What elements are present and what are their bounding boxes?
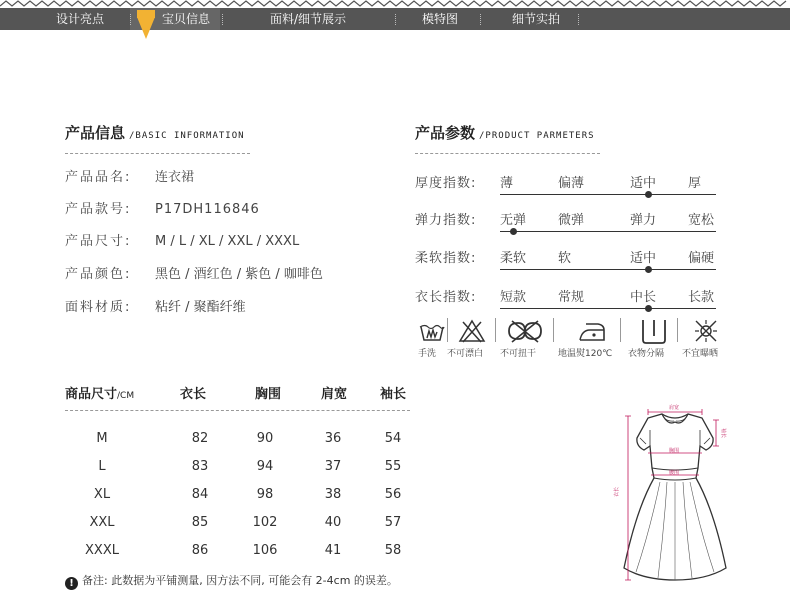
dress-measurement-diagram	[610, 400, 740, 590]
param-option: 中长	[630, 290, 657, 305]
info-row-colors	[65, 263, 323, 282]
divider	[65, 153, 250, 154]
nav-separator	[222, 14, 224, 25]
warning-icon: !	[65, 577, 78, 590]
col-header: 袖长	[380, 387, 407, 402]
param-scale-line	[500, 308, 716, 309]
divider	[553, 318, 554, 342]
table-cell: 94	[256, 459, 274, 474]
divider	[620, 318, 621, 342]
size-table-title	[65, 383, 134, 402]
size-table-unit: /CM	[117, 391, 135, 401]
table-cell: 40	[324, 515, 342, 530]
param-option: 柔软	[500, 251, 527, 266]
hand-wash-icon	[418, 318, 446, 344]
param-option: 短款	[500, 290, 527, 305]
care-label: 衣物分隔	[628, 349, 665, 359]
nav-separator	[480, 14, 482, 25]
info-label: 面料材质:	[65, 300, 132, 315]
table-cell: 56	[384, 487, 402, 502]
info-label: 产品款号:	[65, 202, 132, 217]
table-cell: 83	[191, 459, 209, 474]
table-cell: 86	[191, 543, 209, 558]
param-option: 长款	[688, 290, 715, 305]
basic-info-title: 产品信息	[65, 124, 126, 142]
divider	[447, 318, 448, 342]
param-option: 无弹	[500, 213, 527, 228]
info-value: 黑色 / 酒红色 / 紫色 / 咖啡色	[155, 267, 323, 282]
param-selected-dot	[645, 305, 652, 312]
nav-tab-product-info[interactable]: 宝贝信息	[162, 12, 211, 26]
param-option: 偏薄	[558, 176, 585, 191]
params-heading	[415, 122, 595, 143]
nav-tab-real-shots[interactable]: 细节实拍	[512, 12, 561, 26]
table-cell: 85	[191, 515, 209, 530]
param-option: 微弹	[558, 213, 585, 228]
param-option: 弹力	[630, 213, 657, 228]
param-option: 常规	[558, 290, 585, 305]
table-cell: 90	[256, 431, 274, 446]
nav-separator	[395, 14, 397, 25]
table-cell: 36	[324, 431, 342, 446]
wash-separately-icon	[640, 318, 668, 344]
info-value: M / L / XL / XXL / XXXL	[155, 234, 300, 249]
no-bleach-icon	[458, 318, 486, 344]
nav-tab-fabric-details[interactable]: 面料/细节展示	[270, 12, 347, 26]
info-row-material	[65, 296, 246, 315]
size-cell: XL	[93, 487, 111, 502]
care-label: 不宜曝晒	[682, 349, 719, 359]
nav-tab-model-photos[interactable]: 模特图	[422, 12, 459, 26]
param-scale-line	[500, 194, 716, 195]
param-option: 厚	[688, 176, 702, 191]
info-row-name	[65, 166, 194, 185]
param-option: 适中	[630, 176, 657, 191]
note-text: 备注: 此数据为平铺测量, 因方法不同, 可能会有 2-4cm 的误差。	[82, 574, 398, 587]
care-label: 不可漂白	[447, 349, 484, 359]
info-row-sizes	[65, 230, 299, 249]
param-label: 厚度指数:	[415, 176, 477, 191]
params-subtitle: /PRODUCT PARMETERS	[479, 131, 595, 141]
param-option: 薄	[500, 176, 514, 191]
col-header: 衣长	[180, 387, 207, 402]
divider	[65, 410, 410, 411]
nav-separator	[578, 14, 580, 25]
waist-label: 腰围	[669, 470, 680, 476]
param-selected-dot	[510, 228, 517, 235]
param-option: 宽松	[688, 213, 715, 228]
param-label: 衣长指数:	[415, 290, 477, 305]
size-cell: M	[96, 431, 108, 446]
param-option: 软	[558, 251, 572, 266]
table-cell: 84	[191, 487, 209, 502]
divider	[677, 318, 678, 342]
care-label: 手洗	[418, 349, 437, 359]
table-cell: 98	[256, 487, 274, 502]
info-row-style-no	[65, 198, 260, 217]
table-cell: 37	[324, 459, 342, 474]
size-cell: XXXL	[85, 543, 119, 558]
zigzag-border	[0, 0, 790, 8]
care-label: 不可扭干	[500, 349, 537, 359]
info-value: P17DH116846	[155, 202, 260, 217]
col-header: 胸围	[255, 387, 282, 402]
table-cell: 58	[384, 543, 402, 558]
params-title: 产品参数	[415, 124, 476, 142]
param-selected-dot	[645, 191, 652, 198]
no-sun-icon	[692, 318, 720, 344]
info-label: 产品颜色:	[65, 267, 132, 282]
size-cell: L	[98, 459, 106, 474]
col-header: 肩宽	[321, 387, 348, 402]
care-label: 地温熨120℃	[558, 349, 613, 359]
measurement-note	[65, 572, 398, 590]
param-option: 偏硬	[688, 251, 715, 266]
divider	[495, 318, 496, 342]
table-cell: 57	[384, 515, 402, 530]
basic-info-subtitle: /BASIC INFORMATION	[129, 131, 245, 141]
param-label: 柔软指数:	[415, 251, 477, 266]
info-label: 产品尺寸:	[65, 234, 132, 249]
table-cell: 82	[191, 431, 209, 446]
nav-separator	[130, 14, 132, 25]
table-cell: 102	[252, 515, 278, 530]
length-label: 衣长	[614, 486, 620, 497]
param-scale-line	[500, 269, 716, 270]
param-scale-line	[500, 231, 716, 232]
nav-tab-highlights[interactable]: 设计亮点	[56, 12, 105, 26]
nav-active-arrow-icon	[137, 17, 155, 39]
table-cell: 54	[384, 431, 402, 446]
sleeve-label: 袖长	[720, 428, 726, 439]
param-label: 弹力指数:	[415, 213, 477, 228]
table-cell: 41	[324, 543, 342, 558]
table-cell: 106	[252, 543, 278, 558]
table-cell: 55	[384, 459, 402, 474]
info-value: 连衣裙	[155, 170, 195, 185]
chest-label: 胸围	[669, 448, 680, 454]
iron-low-icon	[578, 318, 606, 344]
info-label: 产品品名:	[65, 170, 132, 185]
table-cell: 38	[324, 487, 342, 502]
no-wring-icon	[505, 318, 545, 344]
param-selected-dot	[645, 266, 652, 273]
basic-info-heading	[65, 122, 245, 143]
shoulder-label: 肩宽	[669, 405, 680, 411]
size-table-title-text: 商品尺寸	[65, 387, 118, 402]
divider	[415, 153, 600, 154]
info-value: 粘纤 / 聚酯纤维	[155, 300, 246, 315]
size-cell: XXL	[89, 515, 115, 530]
param-option: 适中	[630, 251, 657, 266]
